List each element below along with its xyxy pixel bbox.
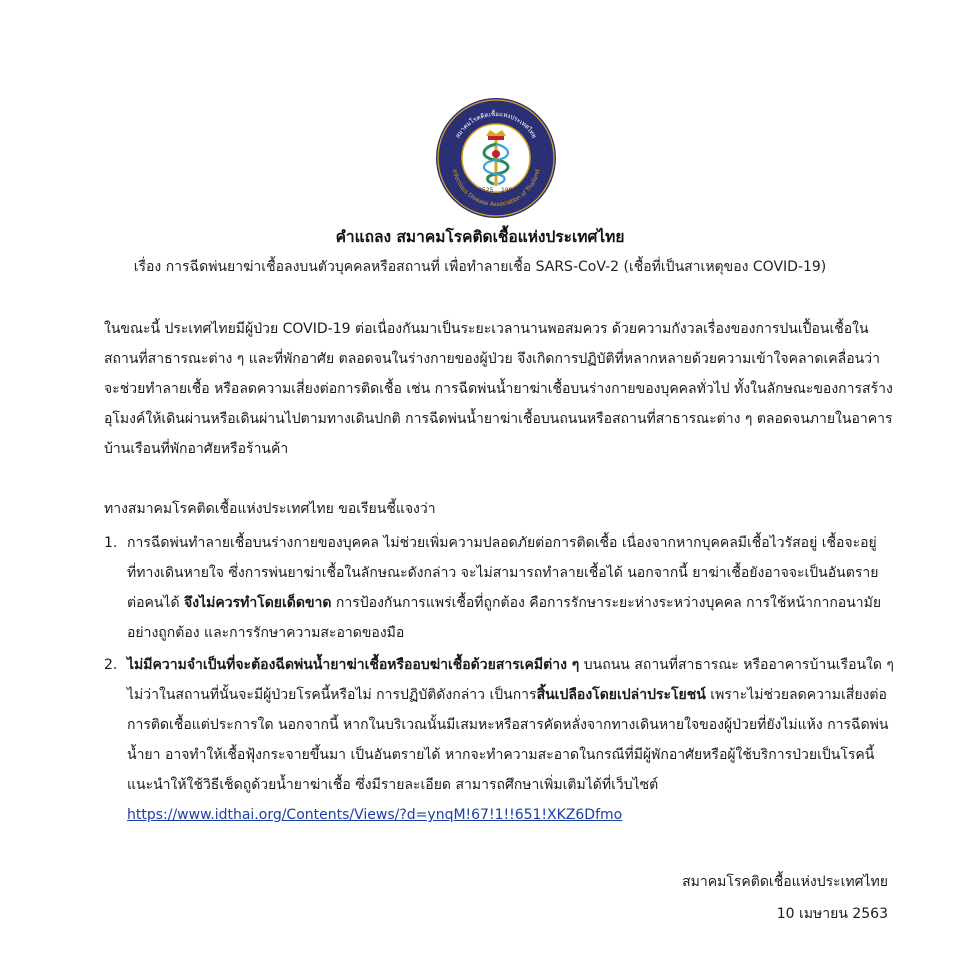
item-text: การฉีดพ่นทำลายเชื้อบนร่างกายของบุคคล ไม่ช่วยเพิ่มความปลอดภัยต่อการติดเชื้อ เนื่องจากหากบุคคลมีเชื้อไวรัสอยู่ เชื้อจะอยู่ที่ทางเดินหายใจ ซึ่งการพ่นยาฆ่าเชื้อในลักษณะดังกล่าว จะไม่สามารถทำลายเชื้อได้ นอกจากนี้ ยาฆ่าเชื้อยังอาจจะเป็นอันตรายต่อคนได้ (127, 535, 879, 611)
logo-emblem (434, 96, 558, 220)
logo-bottom-text: Infectious Disease Association of Thailand (450, 168, 542, 209)
statement-title: คำแถลง สมาคมโรคติดเชื้อแห่งประเทศไทย (335, 228, 625, 246)
clarification-intro: ทางสมาคมโรคติดเชื้อแห่งประเทศไทย ขอเรียนชี้แจงว่า (104, 501, 436, 517)
statement-subject: เรื่อง การฉีดพ่นยาฆ่าเชื้อลงบนตัวบุคคลหรือสถานที่ เพื่อทำลายเชื้อ SARS-CoV-2 (เชื้อที่เป็นสาเหตุของ COVID-19) (133, 259, 827, 275)
item-bold-text: ไม่มีความจำเป็นที่จะต้องฉีดพ่นน้ำยาฆ่าเชื้อหรืออบฆ่าเชื้อด้วยสารเคมีต่าง ๆ (127, 657, 580, 673)
signoff-org: สมาคมโรคติดเชื้อแห่งประเทศไทย (682, 874, 888, 890)
item-text: บนถนน สถานที่สาธารณะ หรืออาคารบ้านเรือนใด ๆ ไม่ว่าในสถานที่นั้นจะมีผู้ป่วยโรคนี้หรือไม่ การปฏิบัติดังกล่าว เป็นการ (127, 657, 894, 703)
list-item-2 (104, 650, 894, 830)
list-text (127, 650, 894, 830)
intro-paragraph: ในขณะนี้ ประเทศไทยมีผู้ป่วย COVID-19 ต่อเนื่องกันมาเป็นระยะเวลานานพอสมควร ด้วยความกังวลเรื่องของการปนเปื้อนเชื้อในสถานที่สาธารณะต่าง ๆ และที่พักอาศัย ตลอดจนในร่างกายของผู้ป่วย จึงเกิดการปฏิบัติที่หลากหลายด้วยความเข้าใจคลาดเคลื่อนว่าจะช่วยทำลายเชื้อ หรือลดความเสี่ยงต่อการติดเชื้อ เช่น การฉีดพ่นน้ำยาฆ่าเชื้อบนร่างกายของบุคคลทั่วไป ทั้งในลักษณะของการสร้างอุโมงค์ให้เดินผ่านหรือเดินผ่านไปตามทางเดินปกติ การฉีดพ่นน้ำยาฆ่าเชื้อบนถนนหรือสถานที่สาธารณะต่าง ๆ ตลอดจนภายในอาคารบ้านเรือนที่พักอาศัยหรือร้านค้า (104, 321, 893, 457)
item-bold-text: จึงไม่ควรทำโดยเด็ดขาด (184, 595, 332, 611)
association-logo (434, 96, 558, 220)
item-text: เพราะไม่ช่วยลดความเสี่ยงต่อการติดเชื้อแต่ประการใด นอกจากนี้ หากในบริเวณนั้นมีเสมหะหรือสารคัดหลั่งจากทางเดินหายใจของผู้ป่วยที่ยังไม่แห้ง การฉีดพ่นน้ำยา อาจทำให้เชื้อฟุ้งกระจายขึ้นมา เป็นอันตรายได้ หากจะทำความสะอาดในกรณีที่มีผู้พักอาศัยหรือผู้ใช้บริการป่วยเป็นโรคนี้ แนะนำให้ใช้วิธีเช็ดถูด้วยน้ำยาฆ่าเชื้อ ซึ่งมีรายละเอียด สามารถศึกษาเพิ่มเติมได้ที่เว็บไซต์ (127, 687, 889, 793)
list-item-1 (104, 528, 894, 648)
list-number: 2. (104, 657, 118, 673)
item-text: การป้องกันการแพร่เชื้อที่ถูกต้อง คือการรักษาระยะห่างระหว่างบุคคล การใช้หน้ากากอนามัยอย่างถูกต้อง และการรักษาความสะอาดของมือ (127, 595, 882, 641)
logo-top-text: สมาคมโรคติดเชื้อแห่งประเทศไทย (454, 110, 538, 140)
logo-year-right: 1982 (501, 187, 517, 194)
signoff-date: 10 เมษายน 2563 (776, 906, 888, 922)
list-text (127, 528, 894, 648)
list-number: 1. (104, 535, 118, 551)
signoff-block (682, 866, 888, 930)
reference-link[interactable]: https://www.idthai.org/Contents/Views/?d=ynqM!67!1!!651!XKZ6Dfmo (127, 807, 623, 823)
logo-year-left: 2525 (478, 187, 494, 194)
item-bold-text: สิ้นเปลืองโดยเปล่าประโยชน์ (536, 687, 706, 703)
